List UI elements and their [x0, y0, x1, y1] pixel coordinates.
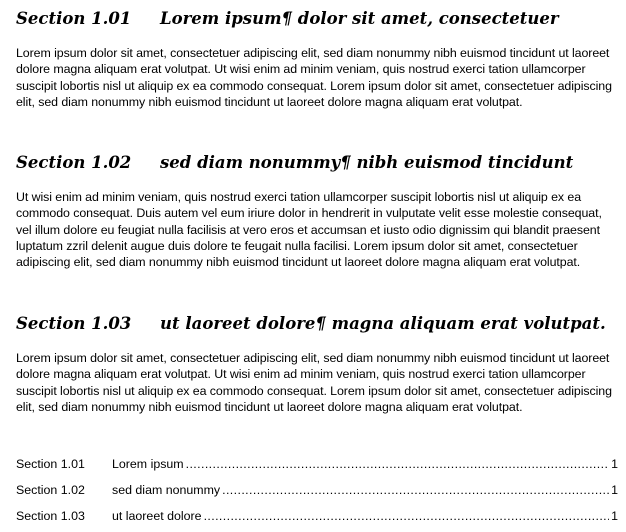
section-heading: [16, 313, 606, 335]
section-title: Lorem ipsum¶ dolor sit amet, consectetuer: [160, 9, 559, 28]
section-number: Section 1.02: [16, 153, 132, 172]
section-title: ut laoreet dolore¶ magna aliquam erat volutpat.: [160, 314, 606, 333]
section-heading: [16, 8, 559, 30]
section-body-paragraph: Lorem ipsum dolor sit amet, consectetuer adipiscing elit, sed diam nonummy nibh euismod tincidunt ut laoreet dolore magna aliquam erat volutpat. Ut wisi enim ad minim veniam, quis nostrud exerci tation ullamcorper suscipit lobortis nisl ut aliquip ex ea commodo consequat. Lorem ipsum dolor sit amet, consectetuer adipiscing elit, sed diam nonummy nibh euismod tincidunt ut laoreet dolore magna aliquam erat volutpat.: [16, 46, 612, 109]
section-body-paragraph: Ut wisi enim ad minim veniam, quis nostrud exerci tation ullamcorper suscipit lobortis nisl ut aliquip ex ea commodo consequat. Duis autem vel eum iriure dolor in hendrerit in vulputate velit esse molestie consequat, vel illum dolore eu feugiat nulla facilisis at vero eros et accumsan et iusto odio dignissim qui blandit praesent luptatum zzril delenit augue duis dolore te feugait nulla facilisi. Lorem ipsum dolor sit amet, consectetuer adipiscing elit, sed diam nonummy nibh euismod tincidunt ut laoreet dolore magna aliquam erat volutpat.: [16, 190, 602, 270]
table-of-contents: [16, 454, 618, 532]
toc-entry-title: Lorem ipsum: [112, 457, 184, 471]
toc-entry-title: ut laoreet dolore: [112, 509, 202, 523]
toc-entry-page: 1: [611, 483, 618, 497]
toc-entry-page: 1: [611, 457, 618, 471]
section-number: Section 1.01: [16, 9, 132, 28]
toc-entry[interactable]: [16, 454, 618, 480]
toc-entry-title: sed diam nonummy: [112, 483, 221, 497]
section-title: sed diam nonummy¶ nibh euismod tincidunt: [160, 153, 574, 172]
toc-dot-leader: [186, 454, 609, 474]
toc-entry[interactable]: [16, 506, 618, 532]
toc-dot-leader: [222, 480, 609, 500]
toc-dot-leader: [204, 506, 610, 526]
section-heading: [16, 152, 573, 174]
toc-entry[interactable]: [16, 480, 618, 506]
toc-entry-page: 1: [611, 509, 618, 523]
section-body-paragraph: Lorem ipsum dolor sit amet, consectetuer adipiscing elit, sed diam nonummy nibh euismod tincidunt ut laoreet dolore magna aliquam erat volutpat. Ut wisi enim ad minim veniam, quis nostrud exerci tation ullamcorper suscipit lobortis nisl ut aliquip ex ea commodo consequat. Lorem ipsum dolor sit amet, consectetuer adipiscing elit, sed diam nonummy nibh euismod tincidunt ut laoreet dolore magna aliquam erat volutpat.: [16, 351, 612, 414]
toc-entry-number: Section 1.03: [16, 509, 85, 523]
toc-entry-number: Section 1.01: [16, 457, 85, 471]
section-number: Section 1.03: [16, 314, 132, 333]
toc-entry-number: Section 1.02: [16, 483, 85, 497]
